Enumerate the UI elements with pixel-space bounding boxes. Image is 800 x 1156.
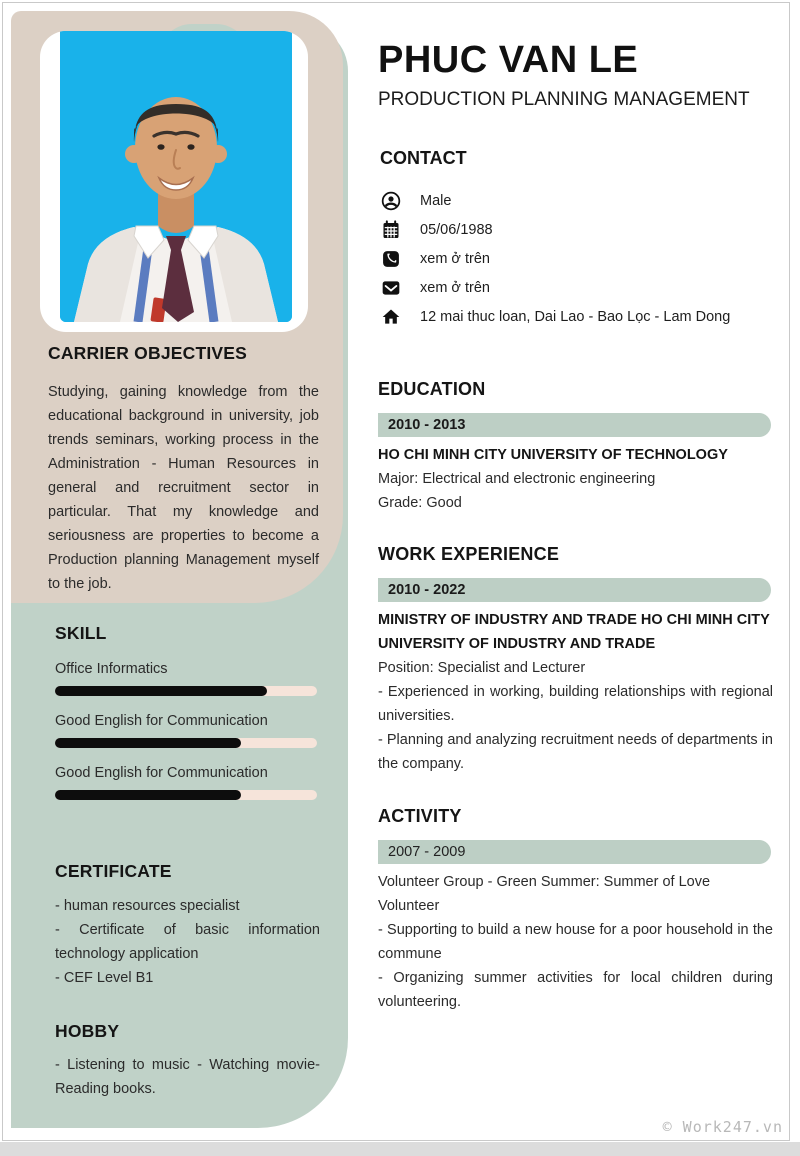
skill-bar-track [55,790,317,800]
skill-bar-fill [55,790,241,800]
email-icon [380,277,402,299]
carrier-objectives-section [48,343,319,596]
contact-row-email [380,273,773,302]
hobby-text: - Listening to music - Watching movie- Reading books. [55,1057,320,1097]
certificate-section [55,861,320,990]
contact-gender: Male [420,192,452,209]
certificate-item: - Certificate of basic information technology application [55,922,320,962]
certificate-heading: CERTIFICATE [55,861,172,881]
activity-bullet: - Organizing summer activities for local children during volunteering. [378,970,773,1010]
profile-photo [60,31,292,322]
work-experience-section [378,544,773,776]
activity-bullet: - Supporting to build a new house for a poor household in the commune [378,922,773,962]
photo-frame [40,31,308,332]
contact-email: xem ở trên [420,279,490,296]
contact-section [380,148,773,331]
skill-bar-track [55,738,317,748]
contact-phone: xem ở trên [420,250,490,267]
contact-row-gender [380,186,773,215]
work-bullet: - Planning and analyzing recruitment needs of departments in the company. [378,732,773,772]
skill-label: Good English for Communication [55,765,268,781]
watermark: © Work247.vn [662,1118,783,1136]
contact-address: 12 mai thuc loan, Dai Lao - Bao Lọc - Lam Dong [420,308,731,325]
education-major: Major: Electrical and electronic engineering [378,471,656,487]
work-bullet: - Experienced in working, building relationships with regional universities. [378,684,773,724]
contact-heading: CONTACT [380,148,467,168]
activity-section [378,806,773,1014]
work-experience-heading: WORK EXPERIENCE [378,544,560,564]
home-icon [380,306,402,328]
activity-organization: Volunteer Group - Green Summer: Summer of Love [378,874,711,890]
activity-role: Volunteer [378,898,440,914]
skill-label: Office Informatics [55,661,168,677]
activity-heading: ACTIVITY [378,806,462,826]
contact-row-phone [380,244,773,273]
contact-birthdate: 05/06/1988 [420,221,493,238]
phone-icon [380,248,402,270]
carrier-objectives-text: Studying, gaining knowledge from the educational background in university, job trends seminars, working process in the Administration - Human Resources in general and recruitment sector in particular. That my knowledge and seriousness are properties to become a Production planning Management myself to the job. [48,384,319,592]
person-icon [380,190,402,212]
skill-heading: SKILL [55,623,107,643]
education-heading: EDUCATION [378,379,486,399]
education-school: HO CHI MINH CITY UNIVERSITY OF TECHNOLOGY [378,447,728,463]
skill-label: Good English for Communication [55,713,268,729]
skill-bar-track [55,686,317,696]
hobby-heading: HOBBY [55,1021,120,1041]
resume-page [2,2,790,1141]
contact-row-address [380,302,773,331]
portrait-illustration [60,31,292,322]
education-section [378,379,773,515]
work-period-badge: 2010 - 2022 [378,578,771,602]
activity-period-badge: 2007 - 2009 [378,840,771,864]
page-bottom-edge [0,1142,800,1156]
work-company: MINISTRY OF INDUSTRY AND TRADE HO CHI MINH CITY UNIVERSITY OF INDUSTRY AND TRADE [378,612,770,652]
hobby-section [55,1021,320,1101]
candidate-name: PHUC VAN LE [378,39,639,81]
skill-bar-fill [55,686,267,696]
skill-section [55,623,317,800]
education-period-badge: 2010 - 2013 [378,413,771,437]
skill-bar-fill [55,738,241,748]
candidate-title: PRODUCTION PLANNING MANAGEMENT [378,89,750,110]
certificate-item: - human resources specialist [55,898,240,914]
carrier-objectives-heading: CARRIER OBJECTIVES [48,343,248,363]
work-position: Position: Specialist and Lecturer [378,660,586,676]
calendar-icon [380,219,402,241]
certificate-item: - CEF Level B1 [55,970,154,986]
education-grade: Grade: Good [378,495,462,511]
contact-row-birthdate [380,215,773,244]
